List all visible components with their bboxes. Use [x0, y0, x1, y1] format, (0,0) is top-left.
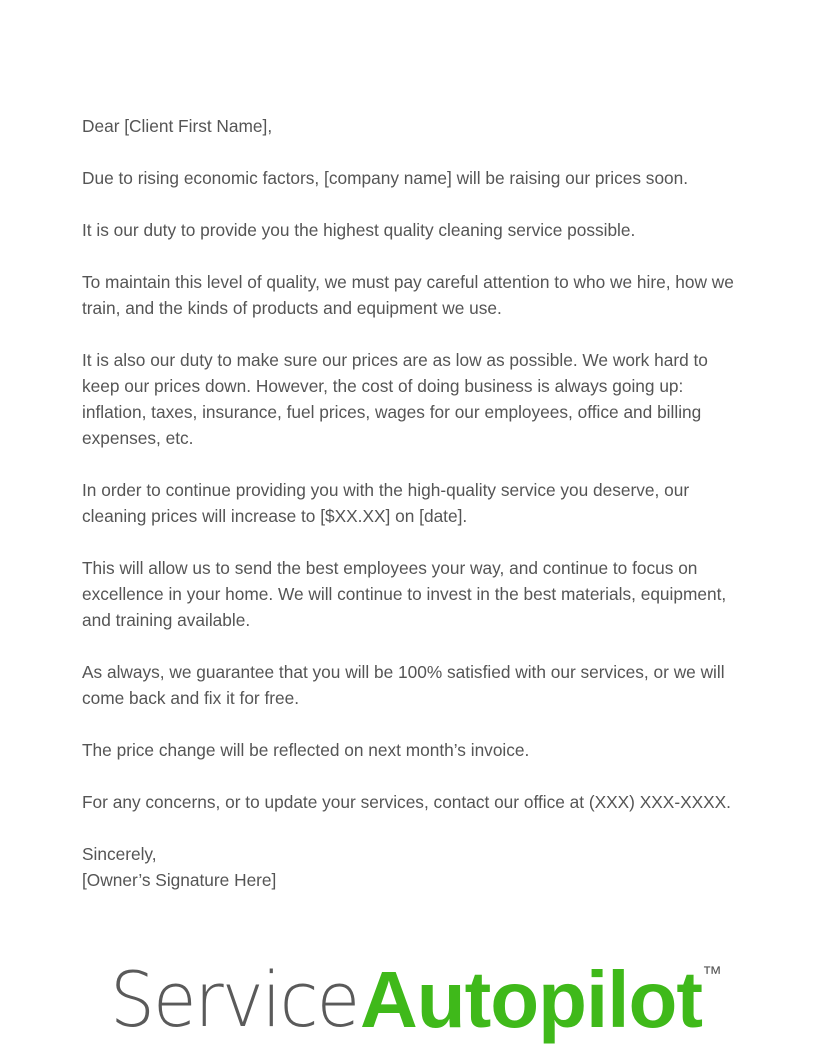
paragraph-price-raise: Due to rising economic factors, [company name] will be raising our prices soon. [82, 168, 689, 188]
logo-word-service: Service [110, 955, 359, 1044]
paragraph-price-increase: In order to continue providing you with the high-quality service you deserve, our cleaning prices will increase to [$XX.XX] on [date]. [82, 480, 690, 526]
paragraph-duty-quality: It is our duty to provide you the highest quality cleaning service possible. [82, 220, 636, 240]
paragraph-low-prices: It is also our duty to make sure our prices are as low as possible. We work hard to keep our prices down. However, the cost of doing business is always going up: inflation, taxes, insurance, fuel prices, wages for our employees, office and billing expenses, etc. [82, 350, 708, 448]
signature-placeholder: [Owner’s Signature Here] [82, 870, 277, 890]
paragraph-guarantee: As always, we guarantee that you will be 100% satisfied with our services, or we will come back and fix it for free. [82, 662, 725, 708]
closing: Sincerely, [82, 844, 157, 864]
service-autopilot-logo [110, 956, 730, 1046]
logo-word-autopilot: Autopilot [360, 955, 702, 1044]
greeting: Dear [Client First Name], [82, 116, 273, 136]
paragraph-invoice: The price change will be reflected on next month’s invoice. [82, 740, 530, 760]
paragraph-maintain-quality: To maintain this level of quality, we must pay careful attention to who we hire, how we train, and the kinds of products and equipment we use. [82, 272, 734, 318]
letter-body [82, 113, 734, 893]
trademark-symbol: ™ [702, 963, 722, 985]
paragraph-best-employees: This will allow us to send the best employees your way, and continue to focus on excellence in your home. We will continue to invest in the best materials, equipment, and training available. [82, 558, 727, 630]
paragraph-contact: For any concerns, or to update your services, contact our office at (XXX) XXX-XXXX. [82, 792, 731, 812]
